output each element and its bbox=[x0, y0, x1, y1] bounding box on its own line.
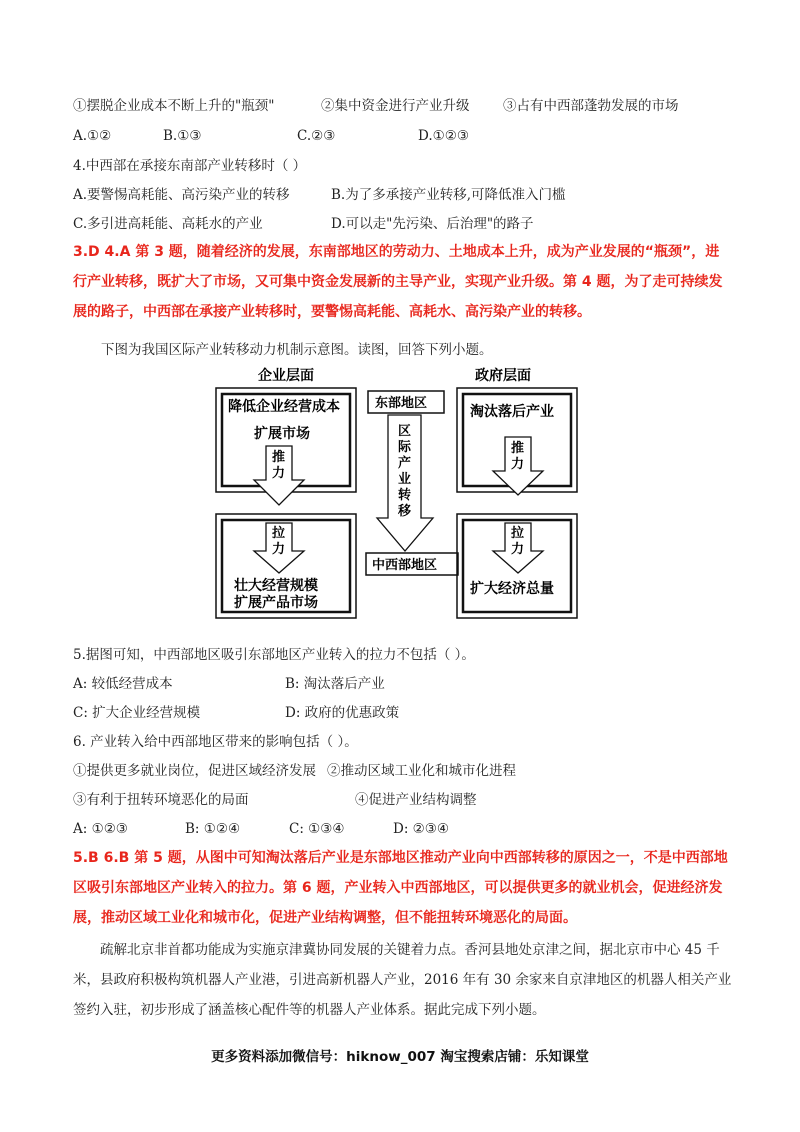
gov-push-char-2: 力 bbox=[511, 457, 525, 472]
q4-option-d: D.可以走"先污染、后治理"的路子 bbox=[331, 216, 534, 232]
transfer-char-2: 际 bbox=[398, 440, 412, 455]
q6-option-3: ③有利于扭转环境恶化的局面 bbox=[73, 792, 249, 808]
q6-choices bbox=[73, 819, 449, 839]
q6-option-2: ②推动区域工业化和城市化进程 bbox=[327, 763, 516, 779]
q3-option-1: ①摆脱企业成本不断上升的"瓶颈" bbox=[73, 98, 275, 114]
enterprise-level-label: 企业层面 bbox=[258, 368, 314, 384]
push-char-2: 力 bbox=[272, 466, 286, 481]
gov-push-char-1: 推 bbox=[511, 441, 525, 456]
gov-pull-char-2: 力 bbox=[511, 542, 525, 557]
expand-market-text: 扩展市场 bbox=[254, 426, 310, 442]
q4-option-b: B.为了多承接产业转移,可降低准入门槛 bbox=[331, 187, 566, 203]
q5-option-d: D: 政府的优惠政策 bbox=[285, 705, 400, 721]
q3-choice-c: C.②③ bbox=[297, 128, 336, 144]
q3-choice-a: A.①② bbox=[73, 128, 112, 144]
industry-transfer-diagram bbox=[213, 363, 583, 628]
answer-explanation-3-4: 3.D 4.A 第 3 题，随着经济的发展，东南部地区的劳动力、土地成本上升，成为产业发展的“瓶颈”，进行产业转移，既扩大了市场，又可集中资金发展新的主导产业，实现产业升级。第 4 题，为了走可持续发展的路子，中西部在承接产业转移时，要警惕高耗能、高耗水、高污染产业的转移。 bbox=[73, 244, 723, 320]
expand-economy-text: 扩大经济总量 bbox=[470, 581, 554, 597]
transfer-char-6: 移 bbox=[398, 504, 412, 519]
q3-options-line bbox=[73, 96, 679, 116]
q3-choice-b: B.①③ bbox=[163, 128, 202, 144]
q4-option-c: C.多引进高耗能、高耗水的产业 bbox=[73, 216, 263, 232]
gov-pull-char-1: 拉 bbox=[511, 526, 525, 541]
q6-stem: 6. 产业转入给中西部地区带来的影响包括（ ）。 bbox=[73, 734, 358, 750]
transfer-char-4: 业 bbox=[398, 472, 412, 487]
q4-options-row2 bbox=[73, 214, 534, 234]
transfer-char-5: 转 bbox=[398, 488, 412, 503]
q5-options-row1 bbox=[73, 674, 385, 694]
q4-stem: 4.中西部在承接东南部产业转移时（ ） bbox=[73, 158, 307, 174]
q5-options-row2 bbox=[73, 703, 400, 723]
q6-option-4: ④促进产业结构调整 bbox=[355, 792, 477, 808]
push-char-1: 推 bbox=[272, 450, 286, 465]
q6-choice-b: B: ①②④ bbox=[185, 821, 241, 837]
eliminate-backward-industry-text: 淘汰落后产业 bbox=[470, 404, 554, 420]
q6-choice-d: D: ②③④ bbox=[393, 821, 449, 837]
q6-options-row1 bbox=[73, 761, 516, 781]
q3-option-2: ②集中资金进行产业升级 bbox=[321, 98, 470, 114]
q6-option-1: ①提供更多就业岗位，促进区域经济发展 bbox=[73, 763, 316, 779]
expand-scale-text: 壮大经营规模 bbox=[234, 578, 318, 594]
diagram-intro: 下图为我国区际产业转移动力机制示意图。读图，回答下列小题。 bbox=[101, 342, 493, 358]
q6-choice-c: C: ①③④ bbox=[289, 821, 345, 837]
reduce-cost-text: 降低企业经营成本 bbox=[228, 399, 340, 415]
q5-stem: 5.据图可知，中西部地区吸引东部地区产业转入的拉力不包括（ ）。 bbox=[73, 647, 475, 663]
q5-option-a: A: 较低经营成本 bbox=[73, 676, 173, 692]
q6-choice-a: A: ①②③ bbox=[73, 821, 128, 837]
q5-option-b: B: 淘汰落后产业 bbox=[285, 676, 385, 692]
q3-choice-d: D.①②③ bbox=[418, 128, 469, 144]
q6-options-row2 bbox=[73, 790, 477, 810]
q3-option-3: ③占有中西部蓬勃发展的市场 bbox=[503, 98, 679, 114]
transfer-char-1: 区 bbox=[398, 424, 412, 439]
q3-choices bbox=[73, 126, 469, 146]
expand-product-market-text: 扩展产品市场 bbox=[234, 595, 318, 611]
q5-option-c: C: 扩大企业经营规模 bbox=[73, 705, 201, 721]
central-west-region-label: 中西部地区 bbox=[372, 558, 438, 573]
transfer-char-3: 产 bbox=[398, 456, 412, 471]
government-level-label: 政府层面 bbox=[475, 368, 531, 384]
pull-char-1: 拉 bbox=[272, 526, 286, 541]
reading-passage: 疏解北京非首都功能成为实施京津冀协同发展的关键着力点。香河县地处京津之间，据北京市中心 45 千米，县政府积极构筑机器人产业港，引进高新机器人产业，2016 年有 30 余家来自京津地区的机器人相关产业签约入驻，初步形成了涵盖核心配件等的机器人产业体系。据此完成下列小题。 bbox=[73, 942, 732, 1018]
q4-option-a: A.要警惕高耗能、高污染产业的转移 bbox=[73, 187, 290, 203]
pull-char-2: 力 bbox=[272, 542, 286, 557]
q4-options-row1 bbox=[73, 185, 566, 205]
answer-explanation-5-6: 5.B 6.B 第 5 题，从图中可知淘汰落后产业是东部地区推动产业向中西部转移的原因之一，不是中西部地区吸引东部地区产业转入的拉力。第 6 题，产业转入中西部地区，可以提供更多的就业机会，促进经济发展，推动区域工业化和城市化，促进产业结构调整，但不能扭转环境恶化的局面。 bbox=[73, 850, 728, 926]
east-region-label: 东部地区 bbox=[375, 396, 428, 411]
footer-promo: 更多资料添加微信号：hiknow_007 淘宝搜索店铺：乐知课堂 bbox=[211, 1049, 589, 1065]
